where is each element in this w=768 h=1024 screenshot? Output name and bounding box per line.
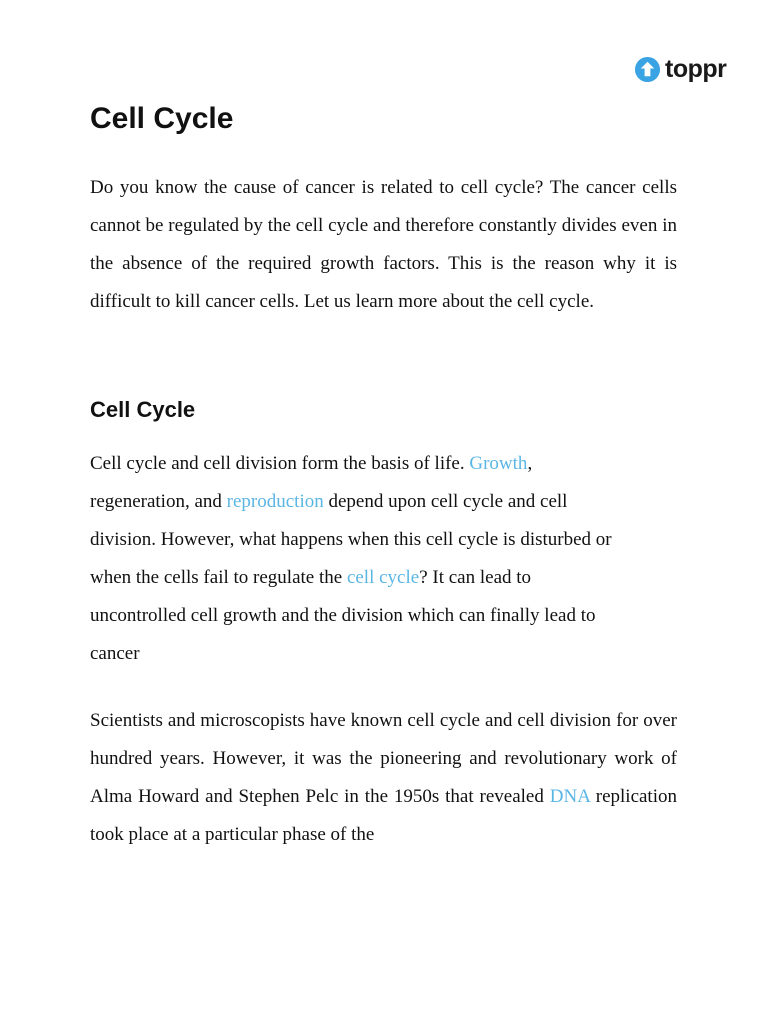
text-span: ? It can lead to [419,567,532,588]
text-span: cancer [90,643,140,664]
text-span: , [527,453,533,474]
section-heading: Cell Cycle [90,397,196,422]
text-span: regeneration, and [90,491,227,512]
text-span: Cell cycle and cell division form the basis of life. [90,453,470,474]
section-paragraph-2 [90,702,677,854]
page-title: Cell Cycle [90,102,234,135]
link-reproduction[interactable]: reproduction [226,491,324,512]
intro-paragraph: Do you know the cause of cancer is related to cell cycle? The cancer cells cannot be regulated by the cell cycle and therefore constantly divides even in the absence of the required growth factors. This is the reason why it is difficult to kill cancer cells. Let us learn more about the cell cycle. [90,177,677,312]
section-paragraph-1 [90,445,677,673]
link-growth[interactable]: Growth [469,453,528,474]
text-span: uncontrolled cell growth and the division which can finally lead to [90,605,596,626]
text-span: depend upon cell cycle and cell [323,491,568,512]
toppr-logo [634,56,726,83]
link-dna[interactable]: DNA [549,786,590,807]
text-span: when the cells fail to regulate the [90,567,347,588]
text-span: replication took place at a particular phase of the [90,786,677,845]
link-cell-cycle[interactable]: cell cycle [346,567,420,588]
up-arrow-circle-icon [634,56,661,83]
text-span: division. However, what happens when this cell cycle is disturbed or [90,529,612,550]
text-span: Scientists and microscopists have known cell cycle and cell division for over hundred years. However, it was the pioneering and revolutionary work of Alma Howard and Stephen Pelc in the 1950s that revealed [90,710,677,807]
logo-text: toppr [665,55,727,83]
